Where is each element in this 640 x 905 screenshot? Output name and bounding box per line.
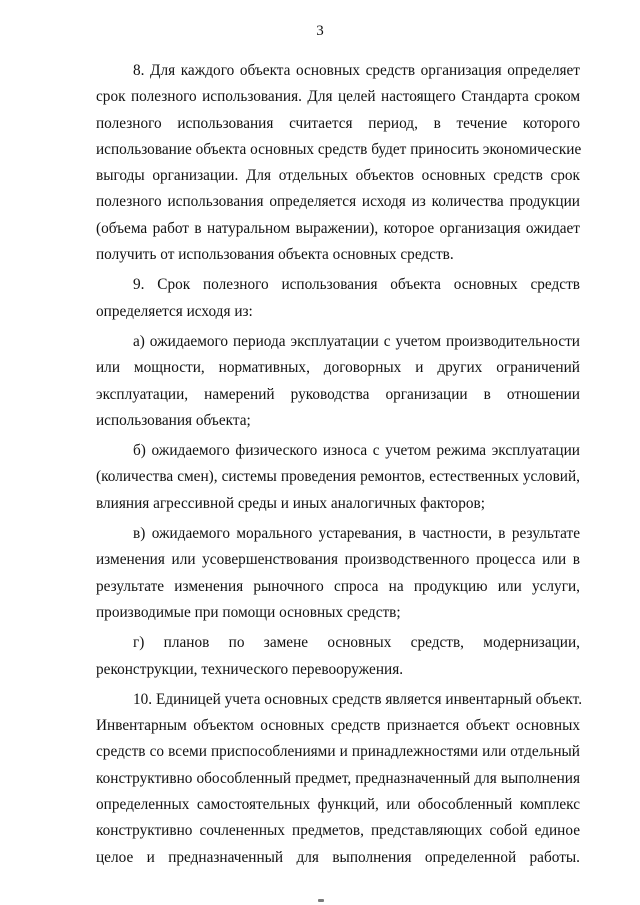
page-number: 3 [316,23,324,39]
paragraph-10 [96,687,583,871]
text-line: выгоды организации. Для отдельных объектов основных средств срок [96,167,580,185]
text-line: полезного использования определяется исходя из количества продукции [96,193,580,211]
text-line: срок полезного использования. Для целей настоящего Стандарта сроком [96,88,580,106]
text-line: использования объекта; [96,411,251,429]
text-line: изменения или усовершенствования производственного процесса или в [96,551,580,569]
text-line: эксплуатации, намерений руководства организации в отношении [96,385,580,403]
text-line: полезного использования считается период, в течение которого [96,114,580,132]
text-line: в) ожидаемого морального устаревания, в частности, в результате [133,525,580,543]
scan-artifact [318,899,324,902]
text-line: определяется исходя из: [96,302,253,320]
text-line: производимые при помощи основных средств; [96,603,401,621]
paragraph-9 [96,272,580,325]
paragraph-9-g [96,630,580,683]
paragraph-9-a [96,329,580,434]
text-line: б) ожидаемого физического износа с учетом режима эксплуатации [133,442,580,460]
text-line: использование объекта основных средств будет приносить экономические [96,140,582,158]
text-line: 8. Для каждого объекта основных средств организация определяет [133,62,580,79]
text-line: 9. Срок полезного использования объекта основных средств [133,276,580,294]
paragraph-9-b [96,438,580,517]
text-line: конструктивно сочлененных предметов, представляющих собой единое [96,822,580,840]
text-line: результате изменения рыночного спроса на продукцию или услуги, [96,577,580,595]
text-line: 10. Единицей учета основных средств является инвентарный объект. [133,690,583,708]
text-line: или мощности, нормативных, договорных и других ограничений [96,359,580,377]
text-line: (количества смен), системы проведения ремонтов, естественных условий, [96,468,580,486]
paragraph-9-v [96,521,580,626]
text-line: определенных самостоятельных функций, или обособленный комплекс [96,796,580,814]
text-line: Инвентарным объектом основных средств признается объект основных [96,717,580,735]
text-line: (объема работ в натуральном выражении), которое организация ожидает [96,219,580,237]
text-line: конструктивно обособленный предмет, предназначенный для выполнения [96,769,580,787]
paragraph-8 [96,58,580,268]
text-line: получить от использования объекта основных средств. [96,246,454,264]
text-line: средств со всеми приспособлениями и принадлежностями или отдельный [96,743,580,761]
text-line: влияния агрессивной среды и иных аналогичных факторов; [96,494,485,512]
text-line: реконструкции, технического перевооружения. [96,660,404,678]
text-line: целое и предназначенный для выполнения определенной работы. [96,848,580,866]
text-line: а) ожидаемого периода эксплуатации с учетом производительности [133,332,580,350]
document-body [96,58,583,875]
text-line: г) планов по замене основных средств, модернизации, [133,634,580,652]
